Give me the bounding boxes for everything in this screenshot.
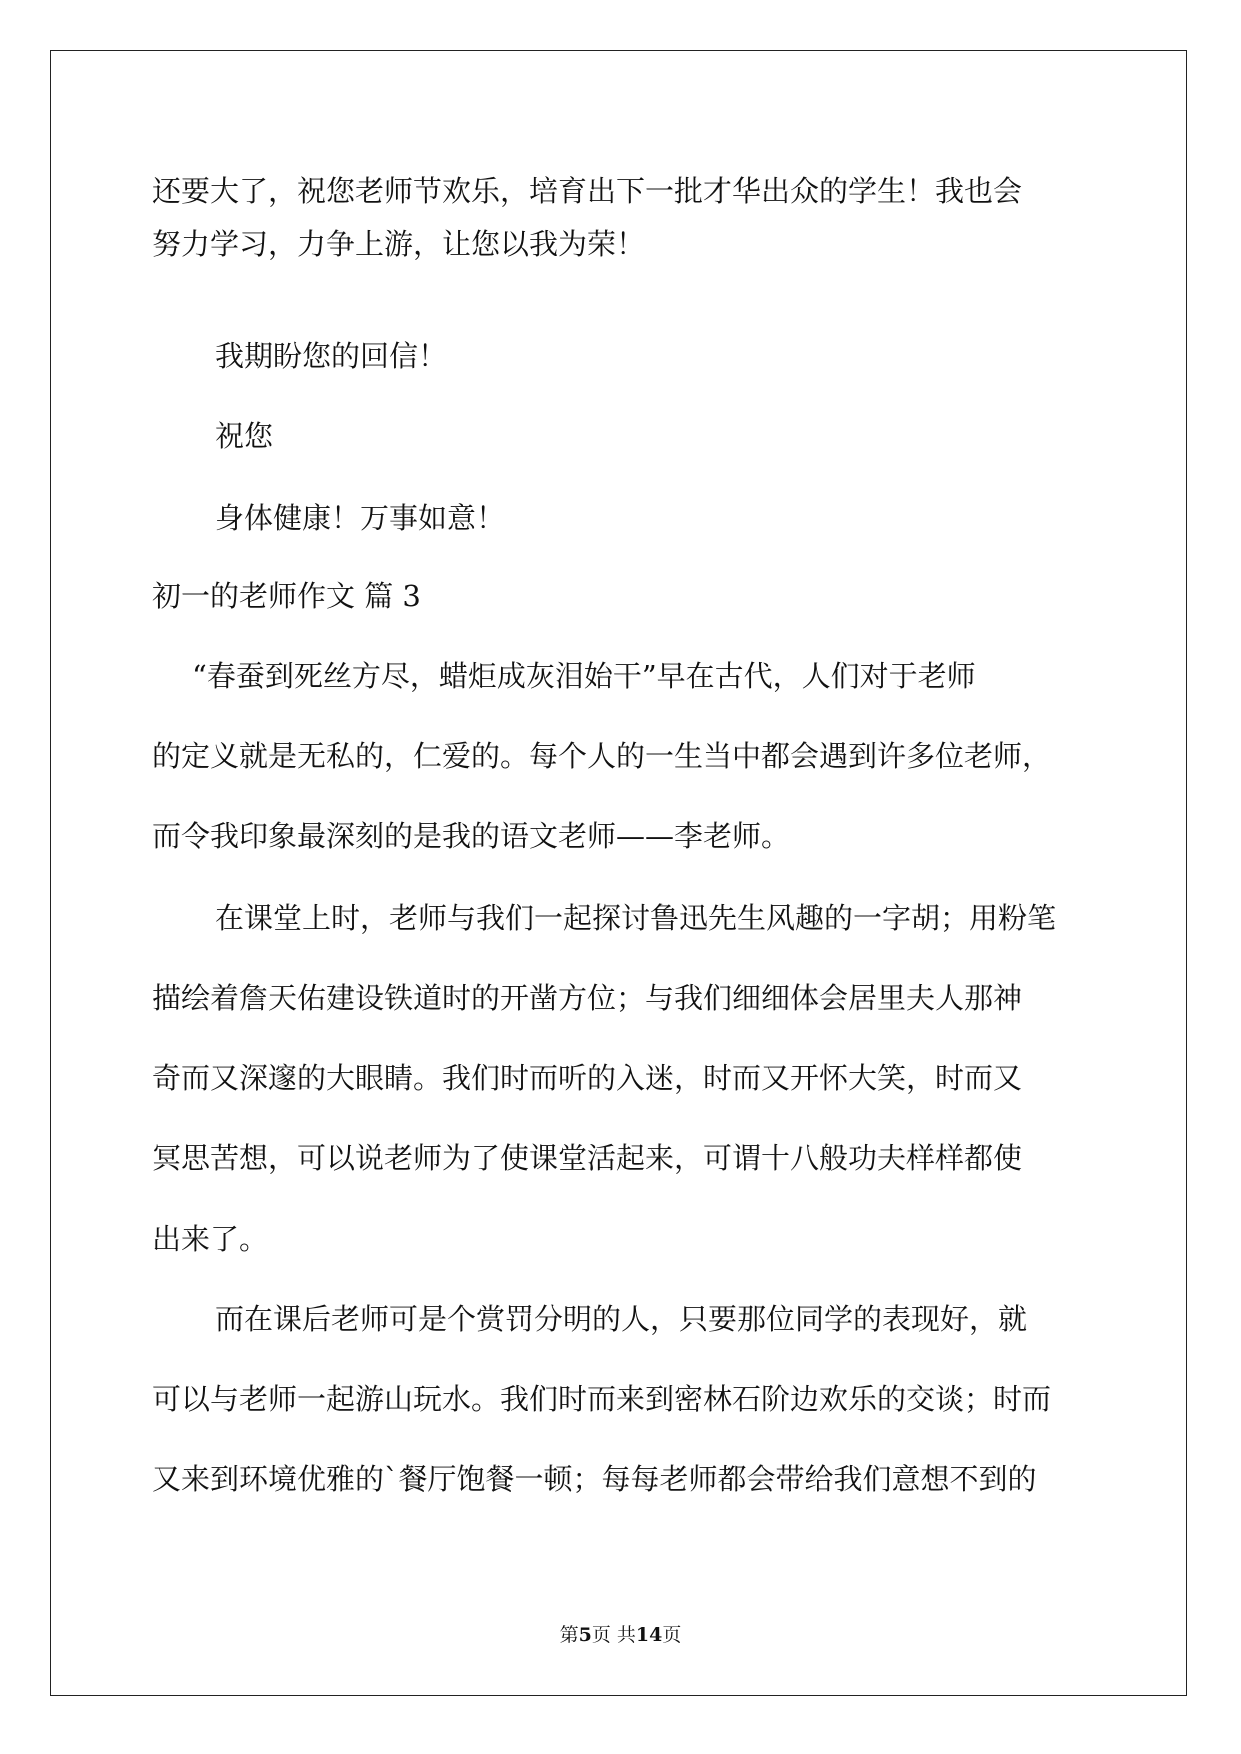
text-line: 在课堂上时，老师与我们一起探讨鲁迅先生风趣的一字胡；用粉笔 xyxy=(215,901,1057,935)
text-line: 奇而又深邃的大眼睛。我们时而听的入迷，时而又开怀大笑，时而又 xyxy=(152,1061,1023,1095)
text-line: 出来了。 xyxy=(152,1222,269,1256)
page-footer xyxy=(0,1620,1241,1647)
text-line: 身体健康！万事如意！ xyxy=(215,501,506,535)
text-line: 努力学习，力争上游，让您以我为荣！ xyxy=(152,227,646,261)
footer-suffix: 页 xyxy=(662,1624,682,1646)
text-line: 的定义就是无私的，仁爱的。每个人的一生当中都会遇到许多位老师， xyxy=(152,739,1052,773)
text-line: 又来到环境优雅的`餐厅饱餐一顿；每每老师都会带给我们意想不到的 xyxy=(152,1462,1037,1496)
text-line: 描绘着詹天佑建设铁道时的开凿方位；与我们细细体会居里夫人那神 xyxy=(152,981,1023,1015)
total-page-number: 14 xyxy=(635,1624,663,1646)
section-heading: 初一的老师作文 篇 3 xyxy=(152,579,421,613)
text-line: 冥思苦想，可以说老师为了使课堂活起来，可谓十八般功夫样样都使 xyxy=(152,1141,1023,1175)
footer-mid: 页 共 xyxy=(591,1624,636,1646)
text-line: 我期盼您的回信！ xyxy=(215,339,448,373)
page-border xyxy=(50,50,1187,1696)
text-line: 祝您 xyxy=(215,419,274,453)
text-line: 而令我印象最深刻的是我的语文老师——李老师。 xyxy=(152,819,791,853)
text-line: 还要大了，祝您老师节欢乐，培育出下一批才华出众的学生！我也会 xyxy=(152,174,1023,208)
footer-prefix: 第 xyxy=(559,1624,579,1646)
text-line: 而在课后老师可是个赏罚分明的人，只要那位同学的表现好，就 xyxy=(215,1302,1028,1336)
text-line: “春蚕到死丝方尽，蜡炬成灰泪始干”早在古代，人们对于老师 xyxy=(192,659,976,693)
current-page-number: 5 xyxy=(578,1624,592,1646)
text-line: 可以与老师一起游山玩水。我们时而来到密林石阶边欢乐的交谈；时而 xyxy=(152,1382,1052,1416)
